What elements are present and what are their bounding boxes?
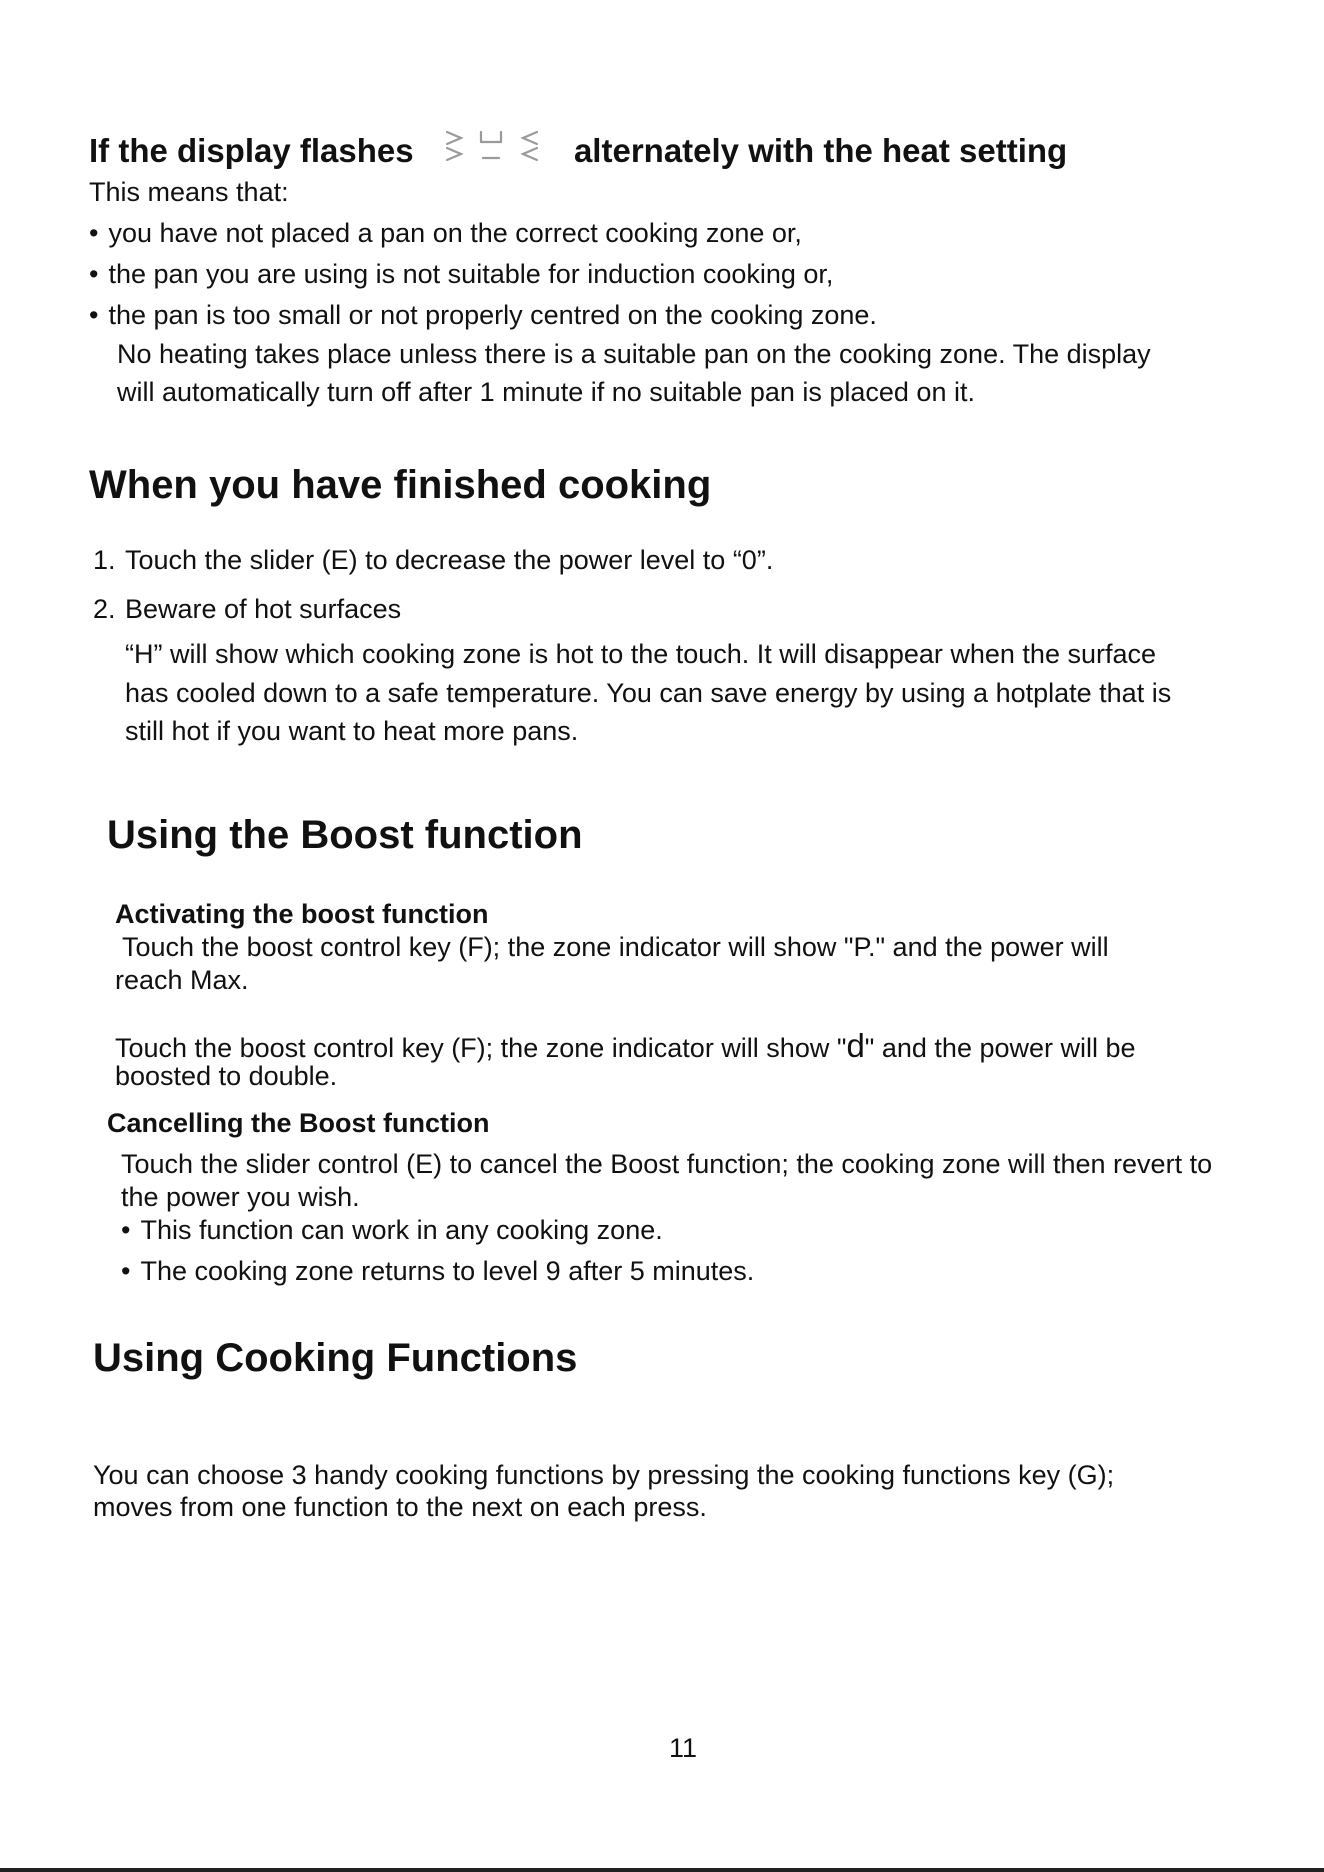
finished-item-1	[93, 545, 773, 576]
finished-item-1-number: 1.	[93, 545, 116, 575]
display-flash-heading-before: If the display flashes	[89, 132, 414, 169]
boost-cancelling-line-1: Touch the slider control (E) to cancel the Boost function; the cooking zone will then revert to	[121, 1149, 1213, 1179]
boost-cancelling-line-2: the power you wish.	[121, 1182, 360, 1212]
display-intro: This means that:	[89, 177, 289, 207]
display-note-line-1: No heating takes place unless there is a suitable pan on the cooking zone. The display	[117, 339, 1151, 369]
display-bullet-3: • the pan is too small or not properly centred on the cooking zone.	[89, 300, 877, 331]
boost-activating-line-1: Touch the boost control key (F); the zone indicator will show "P." and the power will	[115, 932, 1109, 962]
boost-double-text-after: " and the power will be	[864, 1033, 1136, 1063]
cooking-functions-line-1: You can choose 3 handy cooking functions by pressing the cooking functions key (G);	[93, 1460, 1115, 1490]
bottom-border-line	[0, 1868, 1324, 1872]
display-flash-heading	[89, 126, 1067, 174]
boost-activating-line-2: reach Max.	[115, 965, 249, 995]
boost-double-text-before: Touch the boost control key (F); the zone indicator will show "	[115, 1033, 847, 1063]
finished-detail-line-3: still hot if you want to heat more pans.	[125, 716, 579, 746]
boost-bullet-2: • The cooking zone returns to level 9 after 5 minutes.	[121, 1256, 754, 1287]
boost-double-line-1	[115, 1027, 1136, 1065]
boost-heading: Using the Boost function	[107, 813, 583, 857]
cooking-functions-heading: Using Cooking Functions	[93, 1336, 578, 1380]
boost-double-indicator-char: d	[846, 1027, 865, 1064]
finished-item-2	[93, 594, 401, 625]
boost-bullet-1: • This function can work in any cooking zone.	[121, 1215, 663, 1246]
display-bullet-2: • the pan you are using is not suitable for induction cooking or,	[89, 259, 833, 290]
finished-detail-line-2: has cooled down to a safe temperature. You can save energy by using a hotplate that is	[125, 678, 1172, 708]
page-number: 11	[669, 1733, 698, 1763]
boost-activating-heading: Activating the boost function	[115, 899, 489, 929]
display-flash-heading-after: alternately with the heat setting	[573, 132, 1068, 169]
boost-cancelling-heading: Cancelling the Boost function	[107, 1108, 490, 1138]
finished-cooking-heading: When you have finished cooking	[89, 463, 712, 507]
display-bullet-1: • you have not placed a pan on the correct cooking zone or,	[89, 218, 802, 249]
flashing-display-symbol-icon	[439, 126, 549, 174]
finished-item-1-text: Touch the slider (E) to decrease the power level to “0”.	[125, 545, 774, 575]
finished-item-2-text: Beware of hot surfaces	[125, 594, 402, 624]
finished-detail-line-1: “H” will show which cooking zone is hot to the touch. It will disappear when the surface	[125, 639, 1157, 669]
display-note-line-2: will automatically turn off after 1 minute if no suitable pan is placed on it.	[117, 377, 975, 407]
boost-double-line-2: boosted to double.	[115, 1061, 338, 1091]
cooking-functions-line-2: moves from one function to the next on each press.	[93, 1492, 707, 1522]
finished-item-2-number: 2.	[93, 594, 116, 624]
